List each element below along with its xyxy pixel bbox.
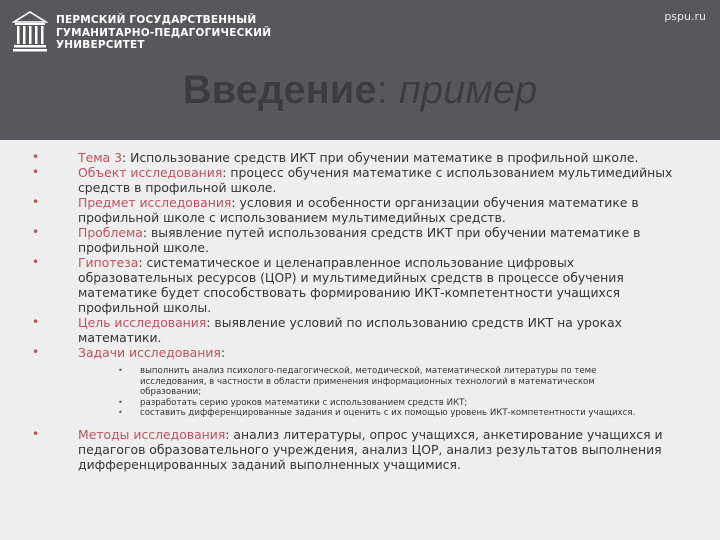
bullet-icon: • <box>32 225 40 239</box>
list-item <box>0 195 720 225</box>
bullet-icon: • <box>32 315 40 329</box>
list-item <box>0 427 720 472</box>
item-text: : выявление путей использования средств ИКТ при обучении математике в профильной школе. <box>78 225 641 255</box>
bullet-icon: • <box>32 150 40 164</box>
item-text: : систематическое и целенаправленное использование цифровых образовательных ресурсов (ЦОР) и мультимедийных средств в процессе обучения математике будет способствовать формированию ИКТ-компетентности учащихся профильной школы. <box>78 255 624 315</box>
sub-bullet-icon: • <box>118 408 123 418</box>
bullet-icon: • <box>32 195 40 209</box>
item-text: : условия и особенности организации обучения математике в профильной школе с использованием мультимедийных средств. <box>78 195 639 225</box>
item-label: Объект исследования <box>78 165 223 180</box>
item-label: Гипотеза <box>78 255 139 270</box>
university-name <box>56 14 271 52</box>
item-label: Проблема <box>78 225 143 240</box>
bullet-icon: • <box>32 255 40 269</box>
task-text: разработать серию уроков математики с использованием средств ИКТ; <box>140 397 468 408</box>
item-text: : Использование средств ИКТ при обучении математике в профильной школе. <box>121 150 639 165</box>
sublist-item <box>78 398 690 409</box>
title-italic: пример <box>398 68 538 112</box>
bullet-icon: • <box>32 426 40 441</box>
slide-content <box>0 150 720 472</box>
university-building-logo-icon <box>12 10 48 54</box>
item-text: : выявление условий по использованию средств ИКТ на уроках математики. <box>78 315 622 345</box>
task-text: выполнить анализ психолого-педагогической, методической, математической литературы по теме исследования, в частности в области применения информационных технологий в математическом образовании; <box>140 366 597 398</box>
tasks-sublist <box>78 360 690 427</box>
task-text: составить дифференцированные задания и оценить с их помощью уровень ИКТ-компетентности учащихся. <box>140 408 636 419</box>
item-text: : процесс обучения математике с использованием мультимедийных средств в профильной школе. <box>78 165 673 195</box>
list-item <box>0 255 720 315</box>
title-bold: Введение <box>182 68 377 112</box>
item-label: Тема 3 <box>78 150 122 165</box>
item-text: : анализ литературы, опрос учащихся, анкетирование учащихся и педагогов образовательного учреждения, анализ ЦОР, анализ результатов выполнения дифференцированных заданий выполненных учащимися. <box>78 426 663 472</box>
item-text: : <box>220 345 226 360</box>
site-link[interactable]: pspu.ru <box>664 10 706 23</box>
slide-title <box>0 66 720 114</box>
university-name-line: УНИВЕРСИТЕТ <box>56 39 145 51</box>
list-item <box>0 225 720 255</box>
item-label: Цель исследования <box>78 315 207 330</box>
university-name-line: ПЕРМСКИЙ ГОСУДАРСТВЕННЫЙ <box>56 14 257 26</box>
sub-bullet-icon: • <box>118 397 123 407</box>
slide-header <box>0 0 720 140</box>
list-item <box>0 315 720 345</box>
bullet-icon: • <box>32 345 40 359</box>
list-item <box>0 345 720 427</box>
list-item <box>0 150 720 165</box>
item-label: Задачи исследования <box>78 345 221 360</box>
main-list <box>0 150 720 472</box>
sublist-item <box>78 408 690 419</box>
item-label: Предмет исследования <box>78 195 232 210</box>
bullet-icon: • <box>32 165 40 179</box>
list-item <box>0 165 720 195</box>
university-name-line: ГУМАНИТАРНО-ПЕДАГОГИЧЕСКИЙ <box>56 26 272 39</box>
item-label: Методы исследования <box>78 426 226 442</box>
title-separator: : <box>376 68 399 112</box>
sub-bullet-icon: • <box>118 366 123 375</box>
sublist-item <box>78 366 690 398</box>
